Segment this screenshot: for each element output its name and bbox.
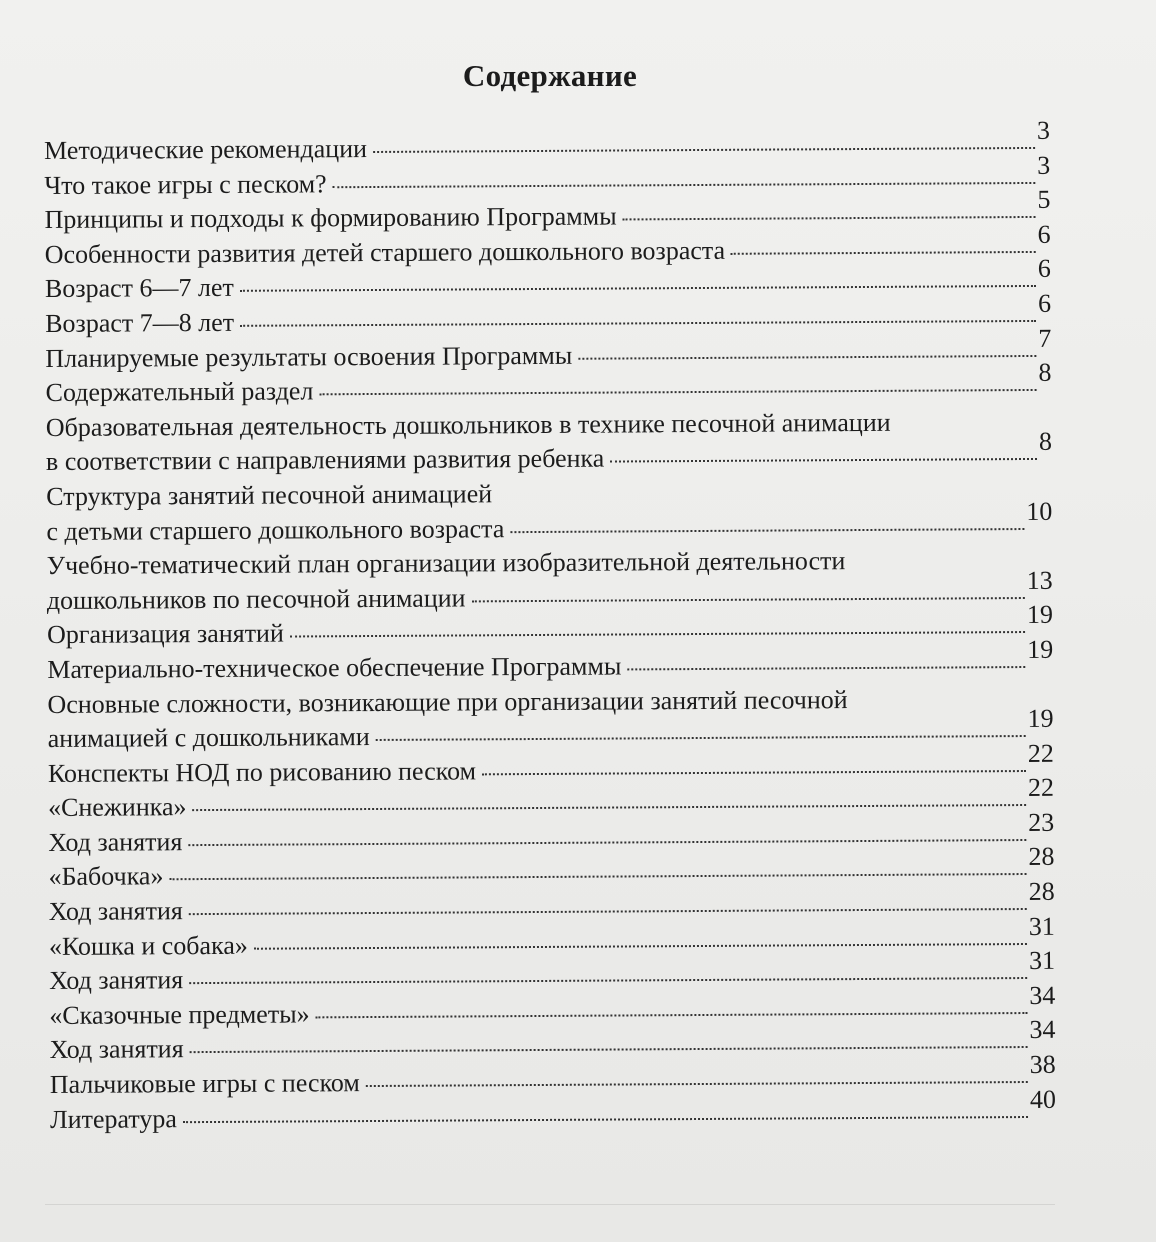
toc-entry-title: «Снежинка» [48,792,187,823]
toc-page-number: 8 [1038,358,1052,388]
page-title: Содержание [462,58,638,93]
toc-dot-leader [190,1046,1028,1053]
toc-entry-title: Ход занятия [48,896,183,927]
toc-page-number: 19 [1027,634,1054,664]
toc-entry-title: Основные сложности, возникающие при организации занятий песочной [47,684,848,719]
toc-entry-title: Структура занятий песочной анимацией [46,479,493,511]
toc-entry-title: Организация занятий [46,618,284,650]
toc-dot-leader [189,908,1027,915]
toc-dot-leader [610,458,1037,463]
toc-dot-leader [482,770,1026,775]
toc-entry-title: Ход занятия [49,965,184,996]
toc-entry-title: Ход занятия [48,827,183,857]
toc-page-number: 6 [1037,288,1052,318]
toc-page-number: 6 [1037,254,1051,284]
toc-entry-title: Что такое игры с песком? [44,168,327,200]
toc-dot-leader [376,735,1026,741]
toc-dot-leader [373,147,1035,153]
toc-entry-title: Возраст 6—7 лет [44,273,234,304]
toc-entry-title: Пальчиковые игры с песком [49,1068,360,1100]
toc-page-number: 19 [1026,600,1054,630]
toc-dot-leader [472,597,1025,602]
toc-page-number: 40 [1029,1084,1057,1114]
toc-entry-title: Принципы и подходы к формированию Программы [44,201,617,235]
toc-dot-leader [316,1012,1028,1018]
toc-page-number: 22 [1027,773,1055,803]
toc-dot-leader [627,666,1025,670]
toc-page-number: 28 [1028,876,1055,907]
toc-entry-title: «Бабочка» [48,861,164,892]
toc-entry [47,543,1053,618]
toc-dot-leader [510,528,1024,533]
toc-entry-title: Литература [49,1103,177,1134]
toc-dot-leader [366,1081,1028,1087]
toc-entry-title: Ход занятия [49,1034,184,1065]
toc-dot-leader [290,631,1025,637]
toc-entry [46,474,1052,549]
toc-page-number: 3 [1036,115,1051,145]
toc-entry-title: Возраст 7—8 лет [45,307,235,338]
toc-entry-title: Учебно-тематический план организации изобразительной деятельности [46,546,846,581]
page-bottom-edge [45,1204,1055,1205]
toc-page-number: 31 [1028,946,1056,976]
toc-page-number: 8 [1038,427,1052,457]
toc-dot-leader [623,216,1036,221]
toc-page-number: 5 [1037,185,1051,215]
toc-page-number: 6 [1037,219,1051,249]
toc-page-number: 3 [1037,150,1051,180]
toc-page-number: 28 [1028,842,1055,872]
table-of-contents [44,115,1057,1137]
toc-entry-title: Образовательная деятельность дошкольников в технике песочной анимации [45,407,891,442]
toc-dot-leader [188,839,1026,846]
toc-page-number: 34 [1029,980,1056,1010]
toc-entry-title: Содержательный раздел [45,376,314,408]
toc-dot-leader [240,320,1036,327]
toc-page-number: 23 [1028,807,1055,837]
toc-dot-leader [731,251,1036,255]
toc-page-number: 38 [1029,1049,1056,1080]
toc-dot-leader [193,804,1027,811]
toc-dot-leader [189,977,1027,984]
toc-dot-leader [254,943,1027,950]
toc-entry-title: с детьми старшего дошкольного возраста [46,513,505,546]
toc-dot-leader [183,1116,1028,1123]
toc-entry-title: «Кошка и собака» [48,930,248,961]
toc-entry-title: в соответствии с направлениями развития ребенка [45,443,605,477]
toc-entry [47,681,1053,756]
toc-dot-leader [240,285,1036,292]
toc-page-number: 7 [1038,323,1052,353]
toc-page-number: 22 [1027,738,1054,768]
toc-page-number: 34 [1029,1015,1056,1045]
toc-page-number: 19 [1027,703,1054,734]
toc-entry-title: анимацией с дошкольниками [47,722,370,754]
toc-entry-title: дошкольников по песочной анимации [46,583,466,615]
toc-dot-leader [333,182,1036,188]
toc-page-number: 13 [1026,565,1053,595]
toc-entry-title: Конспекты НОД по рисованию песком [47,756,477,788]
toc-dot-leader [169,873,1026,880]
toc-dot-leader [319,389,1036,395]
toc-entry-title: «Сказочные предметы» [49,999,310,1030]
toc-entry-title: Планируемые результаты освоения Программы [45,340,573,373]
toc-entry-title: Методические рекомендации [44,134,368,165]
toc-entry [46,405,1052,480]
toc-dot-leader [578,355,1036,360]
toc-entry-title: Особенности развития детей старшего дошкольного возраста [44,235,726,269]
toc-page-number: 10 [1026,496,1053,526]
toc-entry-title: Материально-техническое обеспечение Программы [47,651,622,684]
toc-page-number: 31 [1028,911,1055,941]
